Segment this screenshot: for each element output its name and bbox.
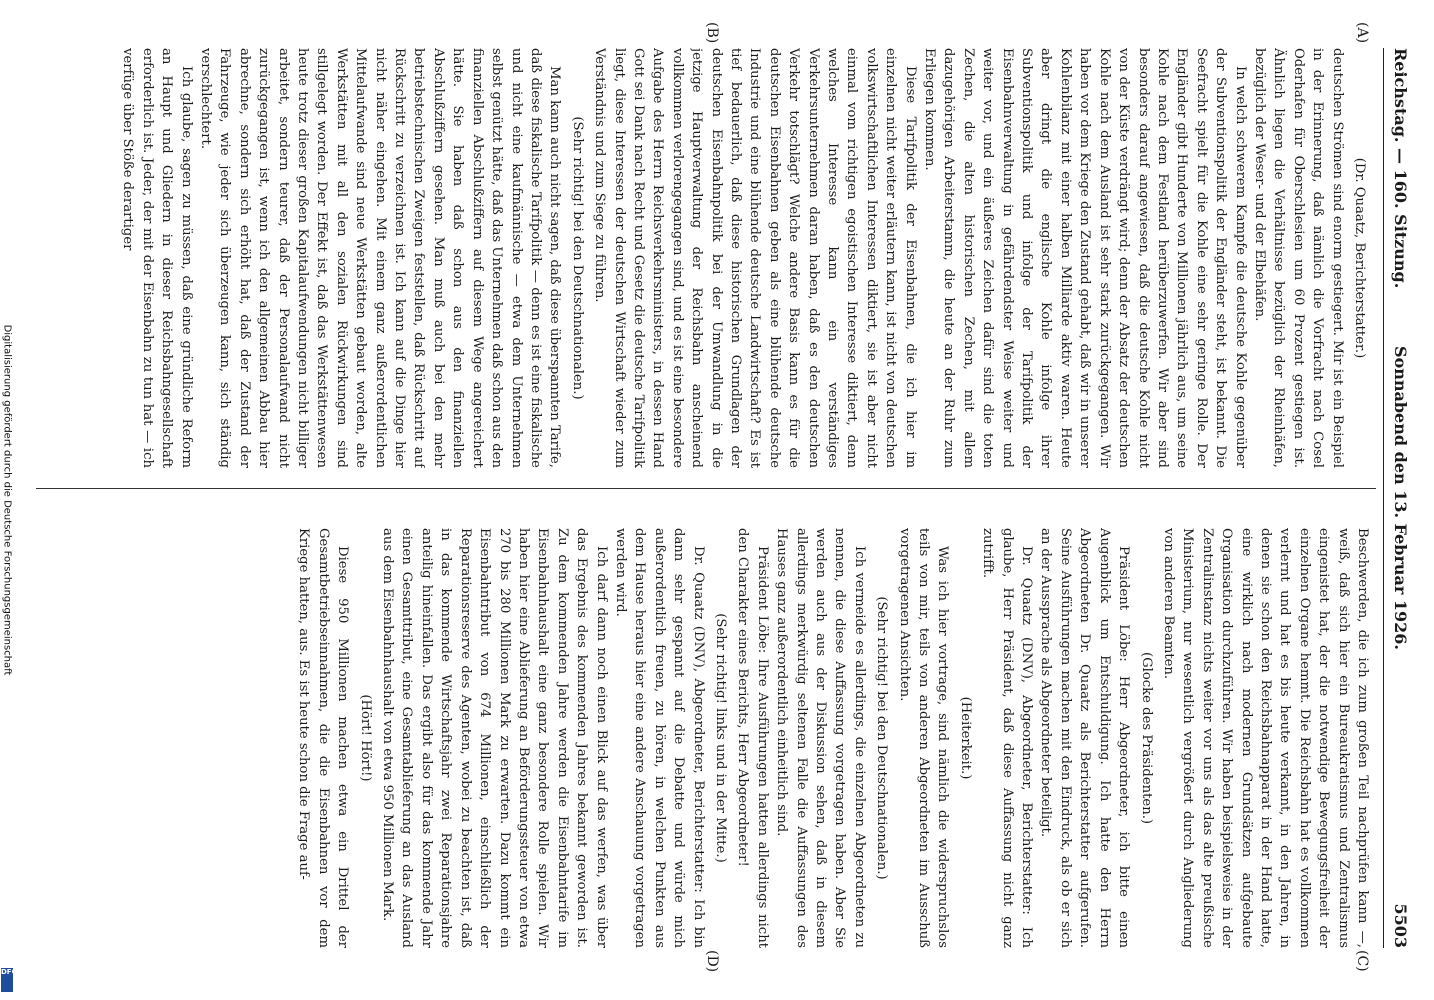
- margin-mark-d: (D): [704, 950, 720, 973]
- left-column: [42, 48, 1372, 468]
- header-date: Sonnabend den 13. Februar 1926.: [1391, 346, 1410, 650]
- page-header: [1383, 48, 1410, 948]
- paragraph: Ich darf dann noch einen Blick auf das werfen, was über das Ergebnis des kommenden Jahres bekannt geworden ist. Zu dem kommenden Jahre werden die Eisenbahntarife im Eisenbahnhaushalt eine ganz besondere Rolle spielen. Wir haben hier eine Ablieferung an Beförderungssteuer von etwa 270 bis 280 Millionen Mark zu erwarten. Dazu kommt ein Eisenbahntribut von 674 Millionen, einschließlich der Reparationsreserve des Agenten, wobei zu beachten ist, daß in das kommende Wirtschaftsjahr zwei Reparationsjahre anteilig hineinfallen. Das ergibt also für das kommende Jahr einen Gesamttribut, eine Gesamtablieferung an das Ausland aus dem Eisenbahnhaushalt von etwa 950 Millionen Mark.: [380, 528, 609, 948]
- president-statement: Präsident Löbe: Herr Abgeordneter, ich bitte einen Augenblick um Entschuldigung. Ich hatte den Herrn Abgeordneten Dr. Quaatz als Berichterstatter aufgerufen. Seine Ausführungen machen mit den Eindruck, als ob er sich an der Aussprache als Abgeordneter beteiligt.: [1038, 528, 1132, 948]
- dfg-logo-text: DFG: [1, 968, 18, 976]
- digitization-note: [1, 10, 13, 990]
- digitization-note-text: Digitalisierung gefördert durch die Deutsche Forschungsgemeinschaft: [1, 324, 13, 676]
- interjection: (Heiterkeit.): [957, 696, 973, 780]
- page-number: 5503: [1391, 903, 1410, 948]
- paragraph: Ich vermeide es allerdings, die einzelnen Abgeordneten zu nennen, die diese Auffassung vorgetragen haben. Aber Sie werden auch aus der Diskussion sehen, daß in diesem allerdings merkwürdig seltenen Falle die Auffassungen des Hauses ganz außerordentlich einheitlich sind.: [774, 528, 867, 948]
- interjection: (Hört! Hört!): [357, 694, 373, 782]
- dfg-logo: [1, 968, 18, 992]
- speaker-statement: Dr. Quaatz (DNV), Abgeordneter, Berichterstatter: Ich bin dann sehr gespannt auf die Debatte und würde mich außerordentlich freuen, zu hören, in welchen Punkten aus dem Hause heraus hier eine andere Anschauung vorgetragen werden wird.: [612, 528, 706, 948]
- interjection: (Glocke des Präsidenten.): [1138, 651, 1154, 825]
- speaker-intro: (Dr. Quaatz, Berichterstatter.): [1352, 157, 1367, 359]
- column-divider: [36, 488, 1376, 489]
- margin-mark-a: (A): [1354, 22, 1370, 44]
- margin-mark-b: (B): [704, 22, 720, 44]
- paragraph: In welch schwerem Kampfe die deutsche Kohle gegenüber der Subventionspolitik der Engländer steht, ist bekannt. Die Seefracht spielt für die Kohle eine sehr geringe Rolle. Der Engländer gibt Hunderte von Millionen jährlich aus, um seine Kohle nach dem Festland herüberzuwerfen. Wir aber sind besonders darauf angewiesen, daß die deutsche Kohle nicht von der Küste verdrängt wird; denn der Absatz der deutschen Kohle nach dem Ausland ist sehr stark zurückgegangen. Wir haben vor dem Kriege den Zustand gehabt, daß wir in unserer Kohlenbilanz mit einer halben Milliarde aktiv waren. Heute aber dringt die englische Kohle infolge ihrer Subventionspolitik und infolge der Tarifpolitik der Eisenbahnverwaltung in gefährdendster Weise weiter und weiter vor, und ein äußeres Zeichen dafür sind die toten Zechen, die alten historischen Zechen, mit allem dazugehörigen Arbeiterstamm, die heute an der Ruhr zum Erliegen kommen.: [922, 48, 1248, 468]
- paragraph: deutschen Strömen sind enorm gestiegert. Mir ist ein Beispiel in der Erinnerung, daß nämlich die Vorfracht nach Cosel Oderhafen für Oberschlesien um 60 Prozent gestiegen ist. Ähnlich liegen die Verhältnisse bezüglich der Rheinhäfen, bezüglich der Weser- und der Elbehäfen.: [1251, 48, 1345, 468]
- header-left: Reichstag. — 160. Sitzung.: [1391, 48, 1410, 289]
- right-column: [42, 528, 1372, 948]
- interjection: (Sehr richtig! bei den Deutschnationalen.): [874, 596, 890, 880]
- paragraph: Beschwerden, die ich zum großen Teil nachprüfen kann —, weiß, daß sich hier ein Bureaukratismus und Zentralismus eingenistet hat, der die notwendige Bewegungsfreiheit der einzelnen Organe hemmt. Die Reichsbahn hat es vollkommen verlernt und hat es bis heute verkannt, in den Jahren, in denen sie schon den Reichsbahnapparat in der Hand hatte, eine wirklich nach modernen Grundsätzen aufgebaute Organisation durchzuführen. Wir haben beispielsweise in der Zentralinstanz nichts weiter vor uns als das alte preußische Ministerium, nur wesentlich vergrößert durch Angliederung von anderen Beamten.: [1160, 528, 1370, 948]
- interjection: (Sehr richtig! bei den Deutschnationalen.): [569, 116, 585, 400]
- paragraph: Diese Tarifpolitik der Eisenbahnen, die ich hier im einzelnen nicht weiter erläutern kann, ist nicht von deutschen volkswirtschaftlichen Interessen diktiert, sie ist aber nicht einmal vom richtigen egoistischen Interesse diktiert, denn welches Interesse kann ein verständiges Verkehrsunternehmen daran haben, daß es den deutschen Verkehr totschlägt? Welche andere Basis kann es für die deutschen Eisenbahnen geben als eine blühende deutsche Industrie und eine blühende deutsche Landwirtschaft? Es ist tief bedauerlich, daß diese historischen Grundlagen der deutschen Eisenbahnpolitik bei der Umwandlung in die jetzige Hauptverwaltung der Reichsbahn anscheinend vollkommen verlorengegangen sind, und es ist eine besondere Aufgabe des Herrn Reichsverkehrsministers, in dessen Hand Gott sei Dank nach Recht und Gesetz die deutsche Tarifpolitik liegt, diese Interessen der deutschen Wirtschaft wieder zum Verständnis und zum Siege zu führen.: [592, 48, 918, 468]
- president-statement: Präsident Löbe: Ihre Ausführungen hatten allerdings nicht den Charakter eines Berichts, Herr Abgeordneter!: [735, 528, 770, 948]
- paragraph: Diese 950 Millionen machen etwa ein Drittel der Gesamtbetriebseinnahmen, die die Eisenbahnen vor dem Kriege hatten, aus. Es ist heute schon die Frage auf-: [296, 528, 351, 948]
- margin-mark-c: (C): [1354, 950, 1370, 972]
- interjection: (Sehr richtig! links und in der Mitte.): [713, 613, 728, 863]
- paragraph: Man kann auch nicht sagen, daß diese überspannten Tarife, daß diese fiskalische Tarifpolitik — denn es ist eine fiskalische und nicht eine kaufmännische — etwa dem Unternehmen selbst genützt hätte, daß das Unternehmen daß schon aus den finanziellen Abschlußziffern auf diesem Wege angereichert hätte. Sie haben daß schon aus den finanziellen Abschlußziffern gesehen. Man muß auch bei den mehr betriebstechnischen Zweigen feststellen, daß Rückschritt auf Rückschritt zu verzeichnen ist. Ich kann auf die Dinge hier nicht näher eingehen. Mit einem ganz außerordentlichen Mittelaufwande sind neue Werkstätten gebaut worden, alte Werkstätten mit all den sozialen Rückwirkungen sind stillgelegt worden. Der Effekt ist, daß das Werkstättenwesen heute trotz dieser großen Kapitalaufwendungen nicht billiger arbeitet, sondern teurer, daß der Personalaufwand nicht zurückgegangen ist, wenn ich den allgemeinen Abbau hier abrechne, sondern sich erhöht hat, daß der Zustand der Fahrzeuge, wie jeder sich überzeugen kann, sich ständig verschlechtert.: [198, 48, 563, 468]
- paragraph: Ich glaube, sagen zu müssen, daß eine gründliche Reform an Haupt und Gliedern in dieser Reichsbahngesellschaft erforderlich ist. Jeder, der mit der Eisenbahn zu tun hat — ich verfüge über Stöße derartiger: [120, 48, 194, 468]
- scanned-page: [20, 8, 1420, 998]
- paragraph: Was ich hier vortrage, sind nämlich die widerspruchslos teils von mir, teils von anderen Abgeordneten im Ausschuß vorgetragenen Ansichten.: [896, 528, 951, 948]
- speaker-statement: Dr. Quaatz (DNV), Abgeordneter, Berichterstatter: Ich glaube, Herr Präsident, daß diese Auffassung nicht ganz zutrifft.: [980, 528, 1035, 948]
